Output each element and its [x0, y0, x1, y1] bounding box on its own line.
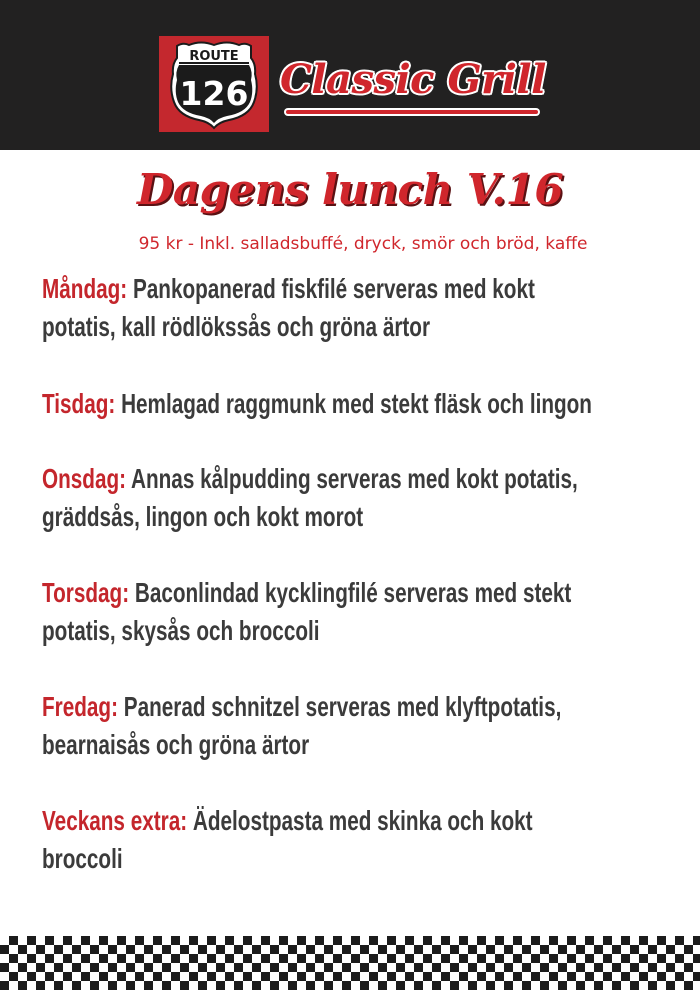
- day-dish-cont: gräddsås, lingon och kokt morot: [42, 501, 364, 532]
- day-label: Onsdag:: [42, 463, 127, 494]
- menu-week-extra: [42, 802, 682, 878]
- route-126-logo: [159, 36, 269, 132]
- menu-day-wednesday: [42, 460, 682, 536]
- brand-name: Classic Grill: [280, 56, 546, 103]
- menu-day-monday: [42, 270, 682, 346]
- menu-title: Dagens lunch V.16: [136, 165, 564, 214]
- day-dish-cont: potatis, skysås och broccoli: [42, 615, 320, 646]
- day-dish: Annas kålpudding serveras med kokt potatis,: [131, 463, 578, 494]
- day-dish-cont: bearnaisås och gröna ärtor: [42, 729, 310, 760]
- route-number: 126: [179, 74, 249, 113]
- day-dish-cont: potatis, kall rödlökssås och gröna ärtor: [42, 311, 431, 342]
- checkered-border: [0, 936, 700, 990]
- day-dish: Baconlindad kycklingfilé serveras med stekt: [134, 577, 572, 608]
- day-label: Tisdag:: [42, 388, 116, 419]
- brand-underline: [286, 110, 538, 114]
- route-shield-icon: [159, 36, 269, 132]
- day-label: Måndag:: [42, 273, 128, 304]
- day-dish-cont: broccoli: [42, 843, 123, 874]
- route-label: ROUTE: [189, 49, 239, 64]
- header-bar: [0, 0, 700, 150]
- day-label: Torsdag:: [42, 577, 130, 608]
- day-dish: Pankopanerad fiskfilé serveras med kokt: [132, 273, 535, 304]
- menu-day-friday: [42, 688, 682, 764]
- menu-day-thursday: [42, 574, 682, 650]
- day-dish: Panerad schnitzel serveras med klyftpotatis,: [123, 691, 562, 722]
- price-info: 95 kr - Inkl. salladsbuffé, dryck, smör och bröd, kaffe: [138, 234, 588, 254]
- menu-day-tuesday: [42, 385, 682, 423]
- day-dish: Ädelostpasta med skinka och kokt: [192, 805, 533, 836]
- day-label: Veckans extra:: [42, 805, 188, 836]
- day-dish: Hemlagad raggmunk med stekt fläsk och lingon: [121, 388, 592, 419]
- day-label: Fredag:: [42, 691, 118, 722]
